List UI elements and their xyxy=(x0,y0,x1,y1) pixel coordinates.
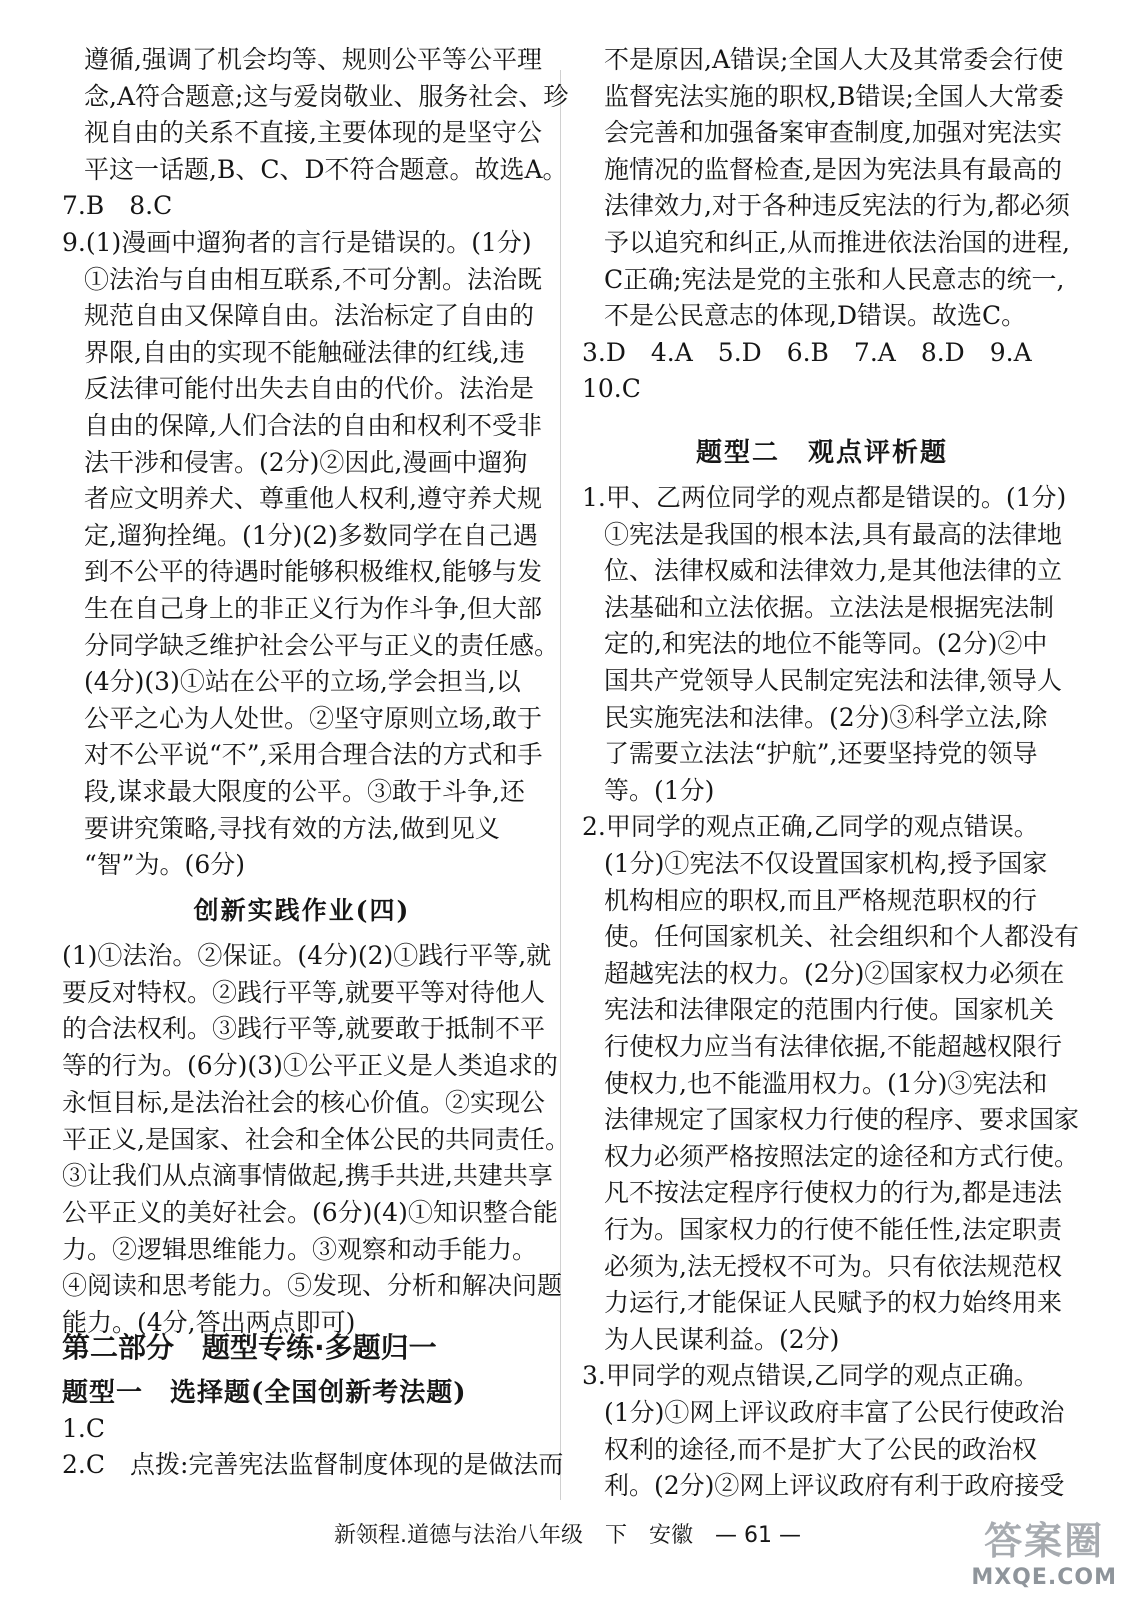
text-line: 必须为,法无授权不可为。只有依法规范权 xyxy=(604,1251,1062,1281)
text-line: 公平正义的美好社会。(6分)(4)①知识整合能 xyxy=(62,1197,558,1227)
text-line: 界限,自由的实现不能触碰法律的红线,违 xyxy=(84,337,525,367)
text-line: 法律效力,对于各种违反宪法的行为,都必须 xyxy=(604,191,1070,221)
part-two-title: 第二部分 题型专练·多题归一 xyxy=(62,1331,437,1364)
watermark-top: 答案圈 xyxy=(984,1519,1105,1563)
text-line: 权利的途径,而不是扩大了公民的政治权 xyxy=(604,1434,1037,1464)
watermark-logo xyxy=(971,1510,1117,1590)
text-line: 平这一话题,B、C、D不符合题意。故选A。 xyxy=(84,154,568,184)
text-line: 为人民谋利益。(2分) xyxy=(604,1324,840,1354)
text-line: 能力。(4分,答出两点即可) xyxy=(62,1308,356,1337)
text-line: 予以追究和纠正,从而推进依法治国的进程, xyxy=(604,228,1070,257)
text-line: (1)①法治。②保证。(4分)(2)①践行平等,就 xyxy=(62,941,552,970)
question-type-one-title: 题型一 选择题(全国创新考法题) xyxy=(62,1378,467,1408)
text-line: 使。任何国家机关、社会组织和个人都没有 xyxy=(604,922,1080,952)
text-line: 公平之心为人处世。②坚守原则立场,敢于 xyxy=(84,703,542,733)
text-line: 3.甲同学的观点错误,乙同学的观点正确。 xyxy=(582,1361,1039,1391)
watermark-bottom: MXQE.COM xyxy=(971,1565,1117,1590)
text-line: 力运行,才能保证人民赋予的权力始终用来 xyxy=(604,1288,1062,1318)
text-line: 超越宪法的权力。(2分)②国家权力必须在 xyxy=(604,958,1065,988)
text-line: 视自由的关系不直接,主要体现的是坚守公 xyxy=(84,118,542,148)
text-line: 3.D 4.A 5.D 6.B 7.A 8.D 9.A xyxy=(582,337,1032,367)
text-line: ①宪法是我国的根本法,具有最高的法律地 xyxy=(604,519,1062,549)
text-line: 2.甲同学的观点正确,乙同学的观点错误。 xyxy=(582,812,1039,842)
question-type-two-title: 题型二 观点评析题 xyxy=(695,438,948,468)
text-line: 段,谋求最大限度的公平。③敢于斗争,还 xyxy=(84,777,525,806)
text-line: 不是原因,A错误;全国人大及其常委会行使 xyxy=(604,45,1064,74)
text-line: 9.(1)漫画中遛狗者的言行是错误的。(1分) xyxy=(62,228,532,257)
text-line: ①法治与自由相互联系,不可分割。法治既 xyxy=(84,264,542,294)
text-line: 10.C xyxy=(582,374,641,404)
text-line: 凡不按法定程序行使权力的行为,都是违法 xyxy=(604,1178,1062,1208)
text-line: 2.C 点拨:完善宪法监督制度体现的是做法而 xyxy=(62,1450,564,1479)
text-line: 民实施宪法和法律。(2分)③科学立法,除 xyxy=(604,702,1048,732)
text-line: 行使权力应当有法律依据,不能超越权限行 xyxy=(604,1032,1062,1061)
text-line: 1.C xyxy=(62,1414,105,1443)
text-line: 权力必须严格按照法定的途径和方式行使。 xyxy=(604,1141,1080,1171)
text-line: (1分)①宪法不仅设置国家机构,授予国家 xyxy=(604,849,1048,878)
text-line: 规范自由又保障自由。法治标定了自由的 xyxy=(84,301,535,331)
text-line: 反法律可能付出失去自由的代价。法治是 xyxy=(84,374,535,404)
text-line: 永恒目标,是法治社会的核心价值。②实现公 xyxy=(62,1087,545,1117)
section-heading-practice-4: 创新实践作业(四) xyxy=(193,896,411,925)
text-line: 自由的保障,人们合法的自由和权利不受非 xyxy=(84,411,542,440)
text-line: 念,A符合题意;这与爱岗敬业、服务社会、珍 xyxy=(84,81,569,111)
text-line: 的合法权利。③践行平等,就要敢于抵制不平 xyxy=(62,1014,545,1044)
text-line: 机构相应的职权,而且严格规范职权的行 xyxy=(604,885,1037,915)
text-line: C正确;宪法是党的主张和人民意志的统一, xyxy=(604,264,1065,294)
text-line: 监督宪法实施的职权,B错误;全国人大常委 xyxy=(604,81,1064,111)
text-line: 位、法律权威和法律效力,是其他法律的立 xyxy=(604,556,1062,586)
text-line: 了需要立法法“护航”,还要坚持党的领导 xyxy=(604,739,1038,769)
text-line: 利。(2分)②网上评议政府有利于政府接受 xyxy=(604,1471,1065,1501)
text-line: ④阅读和思考能力。⑤发现、分析和解决问题 xyxy=(62,1271,563,1301)
text-line: 分同学缺乏维护社会公平与正义的责任感。 xyxy=(84,630,560,660)
text-line: “智”为。(6分) xyxy=(84,850,245,880)
text-line: 国共产党领导人民制定宪法和法律,领导人 xyxy=(604,666,1062,695)
text-line: 7.B 8.C xyxy=(62,191,173,221)
text-line: 会完善和加强备案审查制度,加强对宪法实 xyxy=(604,118,1062,148)
text-line: 力。②逻辑思维能力。③观察和动手能力。 xyxy=(62,1234,538,1264)
text-line: (1分)①网上评议政府丰富了公民行使政治 xyxy=(604,1398,1065,1427)
text-line: 遵循,强调了机会均等、规则公平等公平理 xyxy=(84,45,542,74)
text-line: 行为。国家权力的行使不能任性,法定职责 xyxy=(604,1215,1062,1244)
text-line: 到不公平的待遇时能够积极维权,能够与发 xyxy=(84,557,542,587)
text-line: 等的行为。(6分)(3)①公平正义是人类追求的 xyxy=(62,1051,558,1081)
text-line: 生在自己身上的非正义行为作斗争,但大部 xyxy=(84,594,542,623)
text-line: (4分)(3)①站在公平的立场,学会担当,以 xyxy=(84,667,521,697)
text-line: ③让我们从点滴事情做起,携手共进,共建共享 xyxy=(62,1161,553,1191)
text-line: 宪法和法律限定的范围内行使。国家机关 xyxy=(604,995,1055,1025)
text-line: 法律规定了国家权力行使的程序、要求国家 xyxy=(604,1105,1080,1135)
text-line: 平正义,是国家、社会和全体公民的共同责任。 xyxy=(62,1124,570,1154)
text-line: 者应文明养犬、尊重他人权利,遵守养犬规 xyxy=(84,484,542,514)
text-line: 对不公平说“不”,采用合理合法的方式和手 xyxy=(84,740,543,770)
text-line: 使权力,也不能滥用权力。(1分)③宪法和 xyxy=(604,1068,1048,1098)
text-line: 1.甲、乙两位同学的观点都是错误的。(1分) xyxy=(582,483,1067,512)
page-footer: 新领程.道德与法治八年级 下 安徽 — 61 — xyxy=(334,1523,801,1548)
text-line: 要讲究策略,寻找有效的方法,做到见义 xyxy=(84,813,500,843)
text-line: 施情况的监督检查,是因为宪法具有最高的 xyxy=(604,154,1062,184)
text-line: 法基础和立法依据。立法法是根据宪法制 xyxy=(604,592,1055,622)
text-line: 等。(1分) xyxy=(604,775,715,805)
text-line: 定的,和宪法的地位不能等同。(2分)②中 xyxy=(604,629,1048,659)
text-line: 不是公民意志的体现,D错误。故选C。 xyxy=(604,301,1027,331)
text-line: 定,遛狗拴绳。(1分)(2)多数同学在自己遇 xyxy=(84,520,538,550)
text-line: 要反对特权。②践行平等,就要平等对待他人 xyxy=(62,977,545,1007)
text-line: 法干涉和侵害。(2分)②因此,漫画中遛狗 xyxy=(84,447,528,477)
